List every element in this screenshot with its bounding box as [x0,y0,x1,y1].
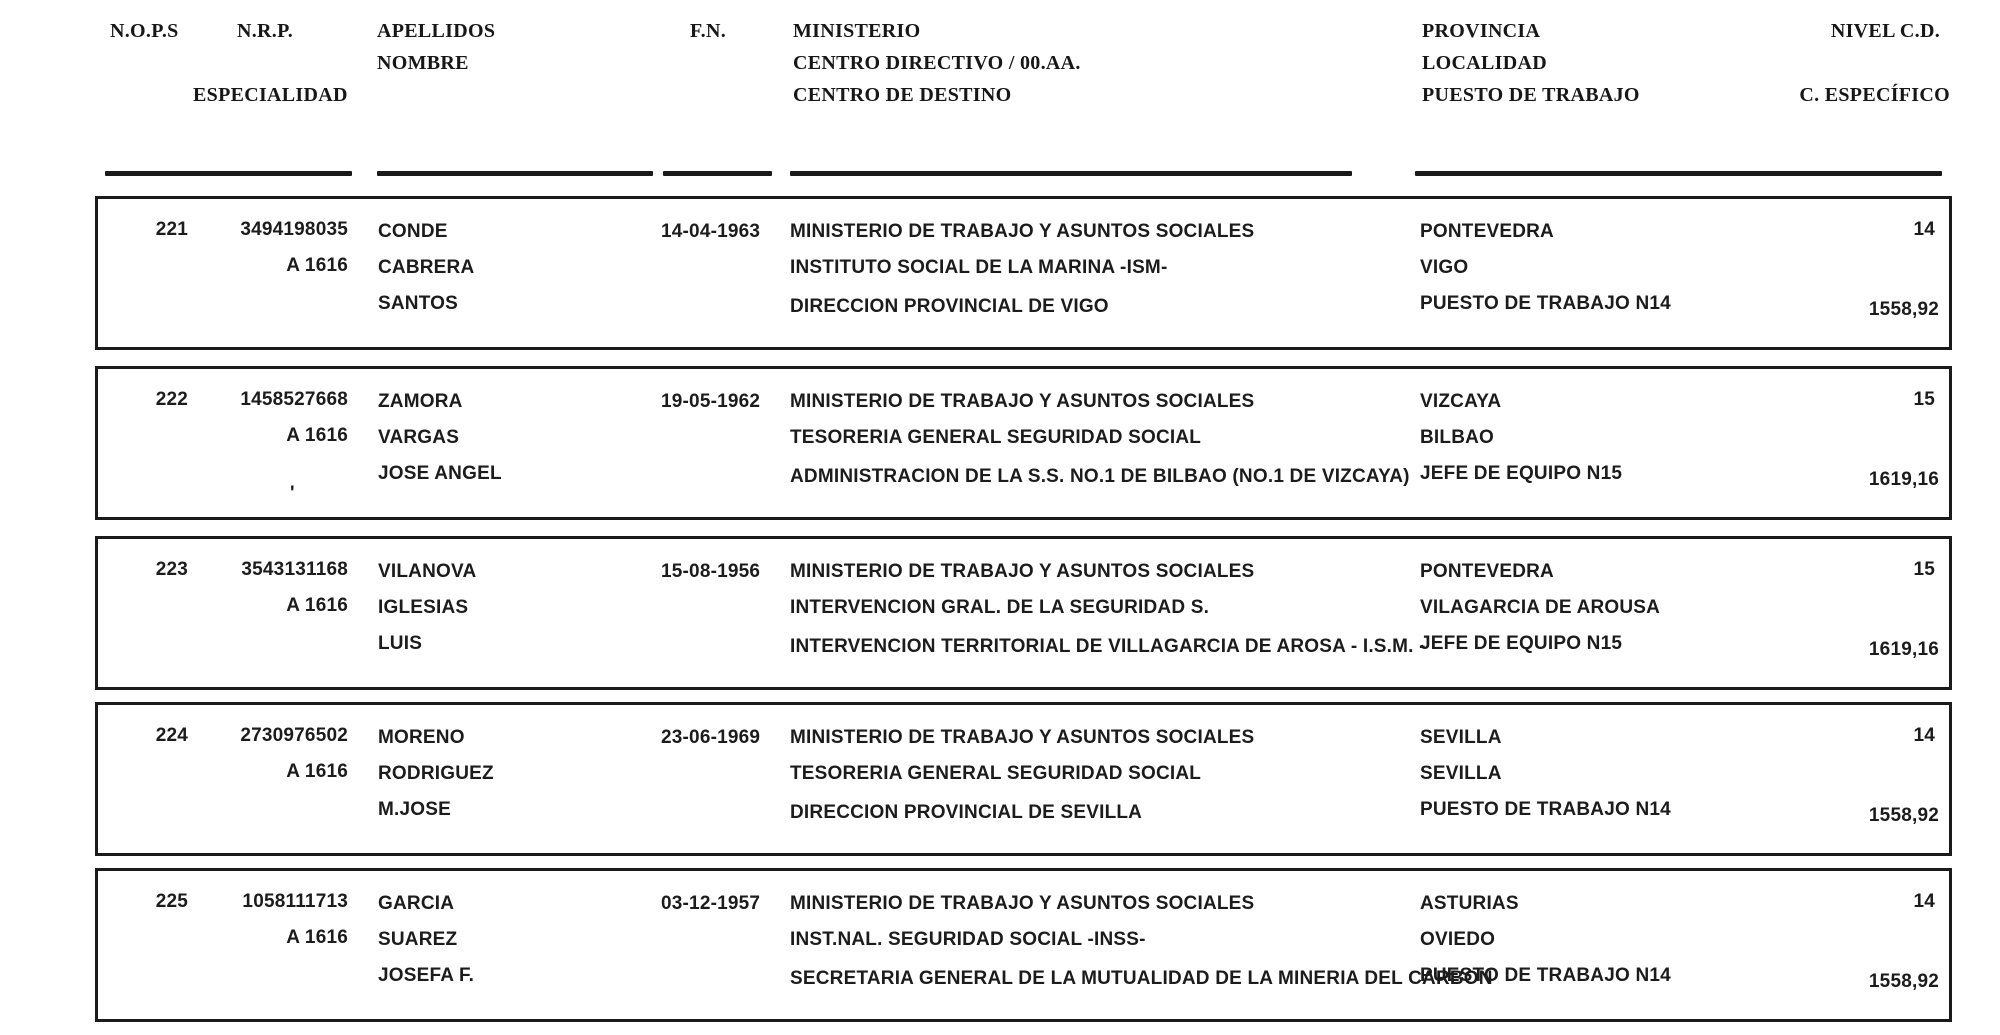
record-apellido2: CABRERA [378,257,475,278]
record-ministerio: MINISTERIO DE TRABAJO Y ASUNTOS SOCIALES [790,893,1255,914]
record-centro-directivo: INTERVENCION GRAL. DE LA SEGURIDAD S. [790,597,1210,618]
record-puesto: PUESTO DE TRABAJO N14 [1420,799,1671,820]
header-rule-segment [105,171,352,176]
column-header-especialidad: ESPECIALIDAD [193,84,348,106]
record-ministerio: MINISTERIO DE TRABAJO Y ASUNTOS SOCIALES [790,727,1255,748]
record-apellido1: ZAMORA [378,391,463,412]
record-especialidad: A 1616 [286,595,348,616]
record-centro-directivo: INST.NAL. SEGURIDAD SOCIAL -INSS- [790,929,1146,950]
column-header-fn: F.N. [690,20,727,42]
record-nrp: 1058111713 [242,891,348,912]
column-header-localidad: LOCALIDAD [1422,52,1547,74]
record-box-222 [95,366,1952,520]
record-apellido2: SUAREZ [378,929,458,950]
record-fecha-nacimiento: 14-04-1963 [661,221,761,242]
record-nivel: 14 [1913,725,1935,746]
record-puesto: PUESTO DE TRABAJO N14 [1420,965,1671,986]
record-nrp: 3494198035 [240,219,348,240]
record-nrp: 3543131168 [241,559,348,580]
record-localidad: OVIEDO [1420,929,1496,950]
record-localidad: VIGO [1420,257,1469,278]
header-rule-segment [1415,171,1942,176]
record-centro-directivo: TESORERIA GENERAL SEGURIDAD SOCIAL [790,427,1202,448]
record-localidad: SEVILLA [1420,763,1502,784]
record-nombre: JOSEFA F. [378,965,475,986]
record-nivel: 15 [1913,389,1935,410]
record-fecha-nacimiento: 03-12-1957 [661,893,761,914]
record-nivel: 14 [1913,891,1935,912]
record-provincia: ASTURIAS [1420,893,1519,914]
record-especifico: 1619,16 [1868,469,1939,490]
record-nops: 222 [155,389,188,410]
record-box-224 [95,702,1952,856]
record-ministerio: MINISTERIO DE TRABAJO Y ASUNTOS SOCIALES [790,561,1255,582]
record-especifico: 1558,92 [1868,805,1939,826]
column-header-centro-directivo: CENTRO DIRECTIVO / 00.AA. [793,52,1081,74]
record-apellido2: RODRIGUEZ [378,763,494,784]
column-header-ministerio: MINISTERIO [793,20,921,42]
record-especialidad: A 1616 [286,927,348,948]
record-centro-directivo: TESORERIA GENERAL SEGURIDAD SOCIAL [790,763,1202,784]
column-header-c-especifico: C. ESPECÍFICO [1799,84,1950,106]
scan-artifact-mark: ' [290,483,295,504]
column-header-nivel-cd: NIVEL C.D. [1830,20,1940,42]
record-nops: 223 [155,559,188,580]
record-apellido2: IGLESIAS [378,597,469,618]
record-centro-directivo: INSTITUTO SOCIAL DE LA MARINA -ISM- [790,257,1168,278]
record-nombre: M.JOSE [378,799,451,820]
record-nrp: 1458527668 [240,389,348,410]
record-nivel: 14 [1913,219,1935,240]
record-especialidad: A 1616 [286,425,348,446]
record-nops: 225 [155,891,188,912]
record-provincia: PONTEVEDRA [1420,221,1554,242]
record-nombre: LUIS [378,633,423,654]
record-apellido1: GARCIA [378,893,455,914]
record-puesto: JEFE DE EQUIPO N15 [1420,633,1623,654]
record-especifico: 1558,92 [1868,971,1939,992]
record-provincia: VIZCAYA [1420,391,1502,412]
record-apellido1: VILANOVA [378,561,477,582]
record-ministerio: MINISTERIO DE TRABAJO Y ASUNTOS SOCIALES [790,221,1255,242]
column-header-nops: N.O.P.S [110,20,179,42]
record-localidad: VILAGARCIA DE AROUSA [1420,597,1661,618]
header-rule-segment [663,171,772,176]
record-nops: 224 [155,725,188,746]
column-header-apellidos: APELLIDOS [377,20,496,42]
record-provincia: PONTEVEDRA [1420,561,1554,582]
column-header-puesto-de-trabajo: PUESTO DE TRABAJO [1422,84,1640,106]
record-especialidad: A 1616 [286,761,348,782]
record-nivel: 15 [1913,559,1935,580]
record-fecha-nacimiento: 19-05-1962 [661,391,761,412]
record-apellido1: MORENO [378,727,465,748]
column-header-provincia: PROVINCIA [1422,20,1541,42]
record-box-221 [95,196,1952,350]
record-ministerio: MINISTERIO DE TRABAJO Y ASUNTOS SOCIALES [790,391,1255,412]
record-box-225 [95,868,1952,1022]
record-box-223 [95,536,1952,690]
record-apellido1: CONDE [378,221,448,242]
record-fecha-nacimiento: 15-08-1956 [661,561,761,582]
record-fecha-nacimiento: 23-06-1969 [661,727,761,748]
record-provincia: SEVILLA [1420,727,1502,748]
record-localidad: BILBAO [1420,427,1495,448]
record-centro-destino: ADMINISTRACION DE LA S.S. NO.1 DE BILBAO (NO.1 DE VIZCAYA) [790,466,1410,487]
header-rule-segment [790,171,1352,176]
record-centro-destino: INTERVENCION TERRITORIAL DE VILLAGARCIA DE AROSA - I.S.M. - [790,636,1426,657]
record-centro-destino: DIRECCION PROVINCIAL DE VIGO [790,296,1109,317]
record-nrp: 2730976502 [240,725,348,746]
record-centro-destino: DIRECCION PROVINCIAL DE SEVILLA [790,802,1143,823]
record-nombre: SANTOS [378,293,459,314]
record-especialidad: A 1616 [286,255,348,276]
record-nops: 221 [155,219,188,240]
record-puesto: JEFE DE EQUIPO N15 [1420,463,1623,484]
record-apellido2: VARGAS [378,427,460,448]
record-centro-destino: SECRETARIA GENERAL DE LA MUTUALIDAD DE LA MINERIA DEL CARBON [790,968,1493,989]
header-rule-segment [377,171,653,176]
record-puesto: PUESTO DE TRABAJO N14 [1420,293,1671,314]
column-header-nombre: NOMBRE [377,52,469,74]
column-header-centro-destino: CENTRO DE DESTINO [793,84,1012,106]
record-nombre: JOSE ANGEL [378,463,502,484]
column-header-nrp: N.R.P. [237,20,294,42]
record-especifico: 1558,92 [1868,299,1939,320]
record-especifico: 1619,16 [1868,639,1939,660]
